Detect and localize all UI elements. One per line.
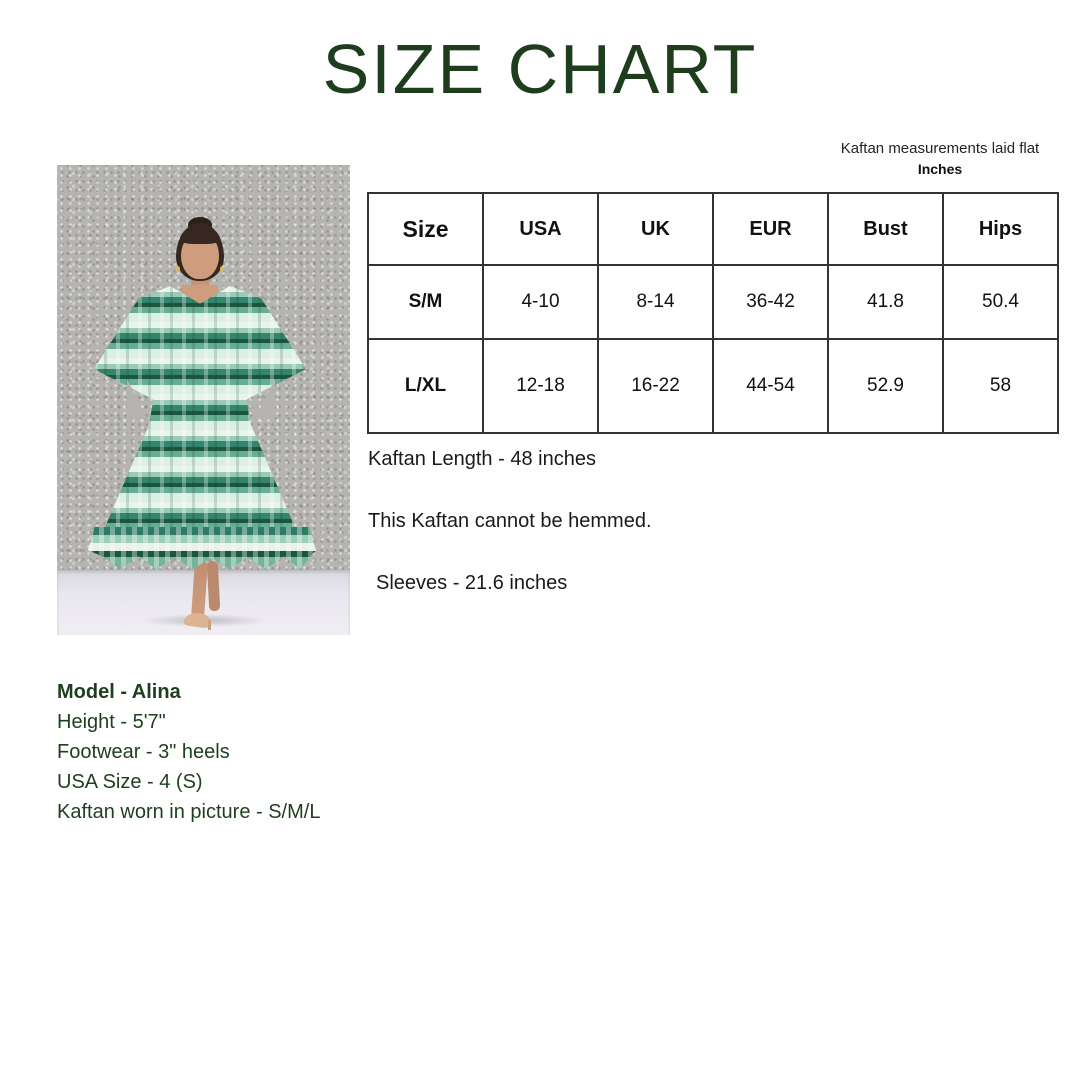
header-uk: UK: [598, 193, 713, 265]
header-hips: Hips: [943, 193, 1058, 265]
measurement-note: [780, 140, 1080, 177]
header-usa: USA: [483, 193, 598, 265]
cell-eur-lxl: 44-54: [713, 339, 828, 433]
model-hairline: [180, 227, 220, 244]
garment-details: [368, 447, 652, 595]
table-row-sm: [368, 265, 1058, 339]
size-table-header: [368, 193, 1058, 265]
model-heel-spike: [208, 620, 211, 630]
model-usa-size: USA Size - 4 (S): [57, 771, 203, 793]
cell-usa-sm: 4-10: [483, 265, 598, 339]
cell-uk-lxl: 16-22: [598, 339, 713, 433]
earring-right: [220, 266, 224, 272]
header-bust: Bust: [828, 193, 943, 265]
header-eur: EUR: [713, 193, 828, 265]
cell-size-sm: S/M: [368, 265, 483, 339]
header-size: Size: [368, 193, 483, 265]
measurement-note-text: Kaftan measurements laid flat: [840, 140, 1040, 157]
units-label: Inches: [917, 161, 963, 177]
model-name: Model - Alina: [57, 681, 181, 703]
model-photo: [57, 165, 350, 635]
cell-size-lxl: L/XL: [368, 339, 483, 433]
cell-uk-sm: 8-14: [598, 265, 713, 339]
cell-bust-lxl: 52.9: [828, 339, 943, 433]
page-title: SIZE CHART: [322, 30, 758, 108]
model-height: Height - 5'7": [57, 711, 166, 733]
earring-left: [176, 266, 180, 272]
kaftan-length-text: Kaftan Length - 48 inches: [368, 448, 596, 470]
cell-eur-sm: 36-42: [713, 265, 828, 339]
model-info: [57, 677, 320, 827]
cell-hips-lxl: 58: [943, 339, 1058, 433]
cell-hips-sm: 50.4: [943, 265, 1058, 339]
model-footwear: Footwear - 3" heels: [57, 741, 230, 763]
table-header-row: [368, 193, 1058, 265]
kaftan-worn-size: Kaftan worn in picture - S/M/L: [57, 801, 321, 823]
size-table: [367, 192, 1059, 434]
cell-bust-sm: 41.8: [828, 265, 943, 339]
table-row-lxl: [368, 339, 1058, 433]
cell-usa-lxl: 12-18: [483, 339, 598, 433]
hem-note-text: This Kaftan cannot be hemmed.: [368, 510, 652, 532]
sleeves-text: Sleeves - 21.6 inches: [376, 572, 568, 594]
